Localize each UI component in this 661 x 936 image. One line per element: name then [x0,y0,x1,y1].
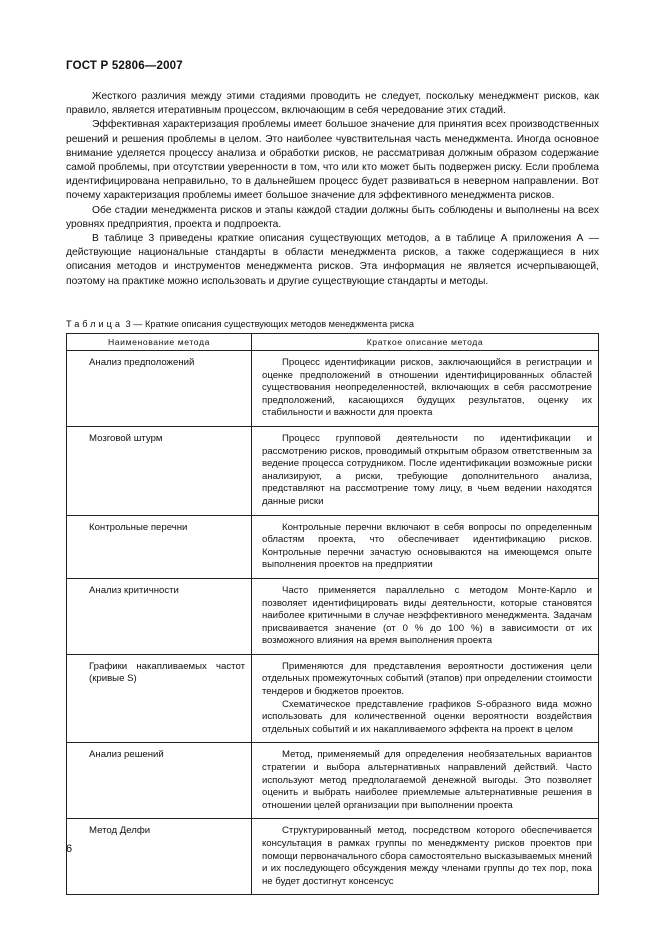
method-name: Анализ решений [67,743,252,819]
paragraph: Обе стадии менеджмента рисков и этапы каждой стадии должны быть соблюдены и выполнены на всех уровнях предприятия, проекта и подпроекта. [66,204,599,230]
table-header-row [67,334,599,351]
method-description [252,743,599,819]
table-caption [66,319,414,329]
description-text: Метод, применяемый для определения необязательных вариантов стратегии и выбора альтернативных направлений действий. Часто используют метод предполагаемой денежной выгоды. Это позволяет оценить и выбрать наиболее приемлемые альтернативные решения в отношении целей организации при выполнении проекта [262,749,592,811]
method-description [252,654,599,743]
method-name: Графики накапливаемых частот (кривые S) [67,654,252,743]
method-description [252,426,599,515]
method-description [252,578,599,654]
column-header-method-name: Наименование метода [67,334,252,351]
paragraph: В таблице 3 приведены краткие описания существующих методов, а в таблице А приложения А — действующие национальные стандарты в области менеджмента рисков, а также содержащиеся в них описания методов и инструментов менеджмента рисков. Эта информация не является исчерпывающей, поэтому на практике можно использовать и другие существующие стандарты и методы. [66,233,599,287]
table-row [67,654,599,743]
description-text: Часто применяется параллельно с методом Монте-Карло и позволяет идентифицировать виды деятельности, которые становятся наиболее критичными в случае неэффективного менеджмента. Задачам присваивается значение (от 0 % до 100 %) в зависимости от их возможного влияния на время выполнения проекта [262,584,592,647]
table-caption-text: 3 — Краткие описания существующих методов менеджмента риска [125,319,414,329]
paragraph: Эффективная характеризация проблемы имеет большое значение для принятия всех производственных решений и решения проблемы в целом. Это наиболее чувствительная часть менеджмента. Иногда основное внимание уделяется процессу анализа и обработки рисков, не рассматривая должным образом содержание самой проблемы, при отсутствии уверенности в том, что или кто может быть подвержен риску. Если проблема идентифицирована неправильно, то в дальнейшем процесс будет развиваться в неверном направлении. Вот почему характеризация проблемы имеет большое значение для эффективного менеджмента рисков. [66,119,599,202]
paragraph: Жесткого различия между этими стадиями проводить не следует, поскольку менеджмент рисков, как правило, является итеративным процессом, включающим в себя чередование этих стадий. [66,91,599,117]
method-description [252,515,599,578]
method-name: Анализ критичности [67,578,252,654]
method-name: Мозговой штурм [67,426,252,515]
methods-table [66,333,599,895]
page-number: 6 [66,843,73,855]
method-name: Метод Делфи [67,819,252,895]
column-header-description: Краткое описание метода [252,334,599,351]
method-description [252,351,599,427]
table-row [67,351,599,427]
body-text [66,90,599,289]
table-row [67,515,599,578]
table-row [67,819,599,895]
description-text: Структурированный метод, посредством которого обеспечивается консультация в рамках группы по менеджменту рисков проектов при помощи первоначального сбора самостоятельно высказываемых мнений и их последующего обсуждения между членами группы до тех пор, пока не будет достигнут консенсус [262,825,592,887]
description-text: Процесс идентификации рисков, заключающийся в регистрации и оценке предположений в отношении идентифицированных областей существования неопределенностей, включающих в себя рассмотрение предположений, касающихся будущих результатов, оценку их стабильности и важности для проекта [262,357,592,419]
method-name: Анализ предположений [67,351,252,427]
method-name: Контрольные перечни [67,515,252,578]
description-text: Процесс групповой деятельности по идентификации и рассмотрению рисков, проводимый открытым образом ответственным за ведение процесса сотрудником. После идентификации возможные риски анализируют, а риски, требующие дополнительного анализа, представляют на рассмотрение тому лицу, в чьем ведении находятся данные риски [262,432,592,507]
table-row [67,426,599,515]
method-description [252,819,599,895]
description-text: Схематическое представление графиков S-образного вида можно использовать для количественной оценки вероятности воздействия отдельных событий и их накапливаемого эффекта на проект в целом [262,698,592,735]
table-row [67,578,599,654]
table-caption-prefix: Таблица [66,319,124,329]
document-header: ГОСТ Р 52806—2007 [66,60,183,72]
description-text: Применяются для представления вероятности достижения цели отдельных промежуточных событий (этапов) при определении стоимости тендеров и бюджетов проектов. [262,660,592,698]
table-row [67,743,599,819]
description-text: Контрольные перечни включают в себя вопросы по определенным областям проекта, что обеспечивает идентификацию рисков. Контрольные перечни зачастую основываются на имеющемся опыте выполнения проектов на предприятии [262,521,592,571]
